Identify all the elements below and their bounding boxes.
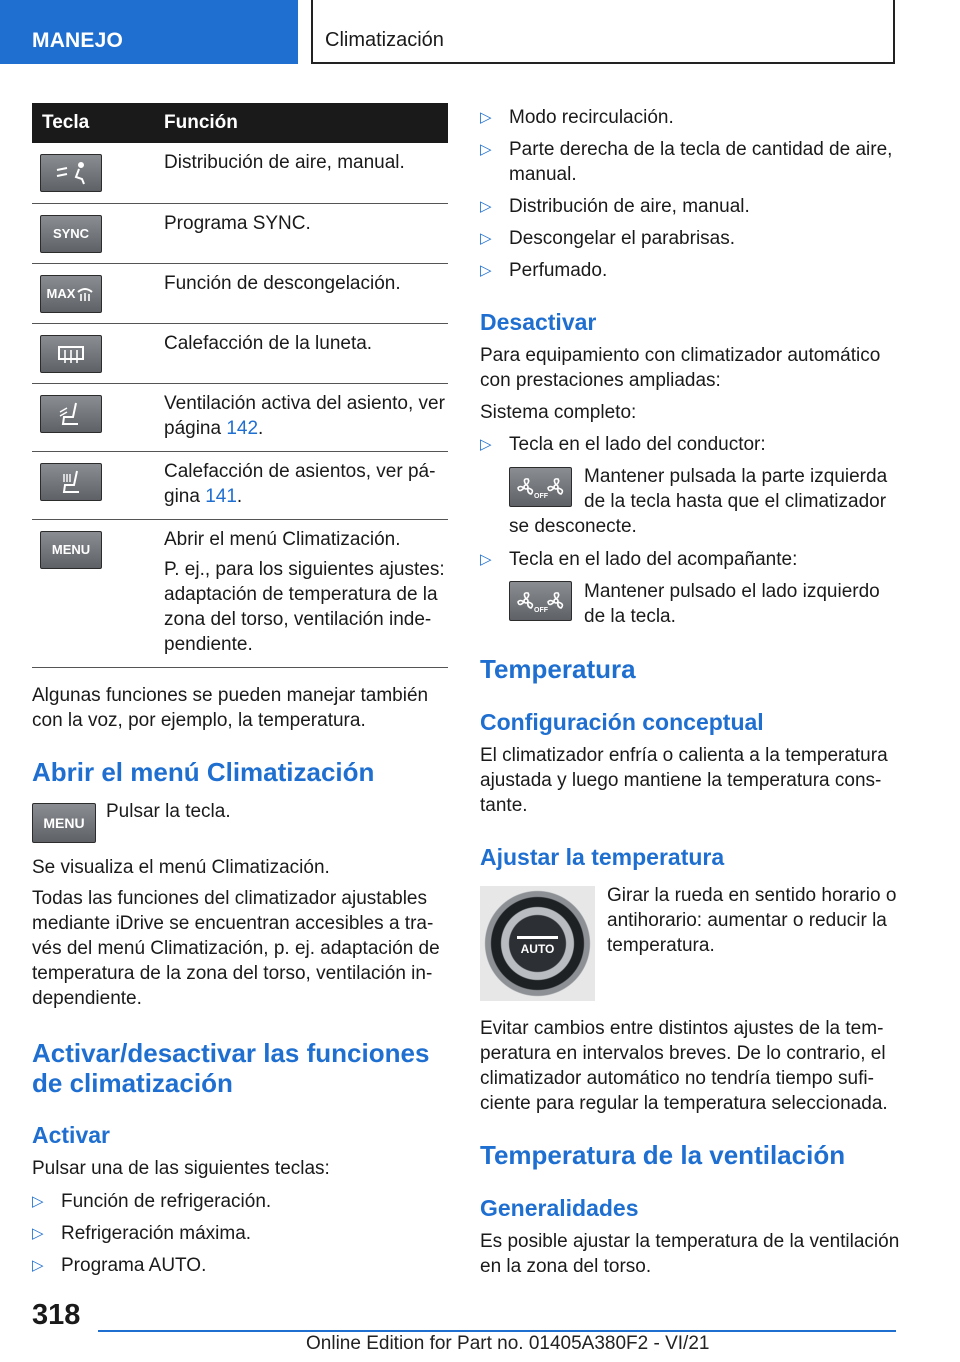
list-item: ▷ Modo recirculación.	[480, 107, 674, 128]
list-item: ▷ Tecla en el lado del conductor:	[480, 434, 766, 455]
heading-temperature: Temperatura	[480, 654, 636, 684]
heading-general: Generalidades	[480, 1195, 639, 1221]
table-row	[32, 203, 448, 263]
heading-deactivate: Desactivar	[480, 309, 597, 335]
max-defrost-icon: MAX	[40, 275, 102, 313]
driver-hold-text: Mantener pulsada la parte izquierda de la tecla hasta que el climatizador	[584, 466, 888, 512]
triangle-bullet-icon: ▷	[480, 109, 492, 126]
list-item: ▷ Función de refrigeración.	[32, 1191, 272, 1212]
menu-shown-text: Se visualiza el menú Climatización.	[32, 857, 330, 878]
table-row	[32, 383, 448, 451]
table-row	[32, 323, 448, 383]
triangle-bullet-icon: ▷	[32, 1257, 44, 1274]
fan-off-icon	[509, 581, 572, 621]
avoid-text: Evitar cambios entre distintos ajustes de la tem-peratura en intervalos breves. De lo contrario, el climatizador automático no tendría tiempo sufi-ciente para regular la temperatura seleccionada.	[480, 1018, 888, 1114]
press-one-text: Pulsar una de las siguientes teclas:	[32, 1158, 330, 1179]
list-item: ▷ Parte derecha de la tecla de cantidad de aire, manual.	[480, 139, 893, 185]
adjust-text: Girar la rueda en sentido horario o antihorario: aumentar o reducir la temperatura.	[607, 885, 897, 956]
general-text: Es posible ajustar la temperatura de la ventilación en la zona del torso.	[480, 1231, 900, 1277]
triangle-bullet-icon: ▷	[480, 198, 492, 215]
temperature-knob-image	[480, 886, 595, 1001]
sync-key-icon: SYNC	[40, 215, 102, 253]
heading-activate: Activar	[32, 1122, 110, 1148]
list-item: ▷ Perfumado.	[480, 260, 608, 281]
triangle-bullet-icon: ▷	[480, 230, 492, 247]
page-link[interactable]: 141	[205, 485, 237, 507]
triangle-bullet-icon: ▷	[480, 436, 492, 453]
table-row	[32, 143, 448, 203]
triangle-bullet-icon: ▷	[32, 1193, 44, 1210]
table-cell-function: Distribución de aire, manual.	[164, 143, 448, 203]
heading-open-menu: Abrir el menú Climatización	[32, 757, 375, 787]
heading-toggle: Activar/desactivar las funciones de climatización	[32, 1038, 430, 1098]
all-functions-text: Todas las funciones del climatizador ajustables mediante iDrive se encuentran accesibles a tra-vés del menú Climatización, p. ej. adaptación de temperatura de la zona del torso, ventilación in-dependiente.	[32, 888, 440, 1009]
triangle-bullet-icon: ▷	[480, 551, 492, 568]
list-item: ▷ Refrigeración máxima.	[32, 1223, 252, 1244]
svg-text:OFF: OFF	[533, 493, 548, 500]
chapter-title: Climatización	[311, 0, 895, 64]
page-number: 318	[32, 1299, 81, 1331]
activate-list-continued	[480, 105, 900, 283]
section-tab: MANEJO	[0, 0, 298, 64]
table-row	[32, 263, 448, 323]
table-cell-function: Calefacción de asientos, ver pá-gina 141.	[164, 451, 448, 519]
heading-concept: Configuración conceptual	[480, 709, 764, 735]
activate-list	[32, 1189, 448, 1278]
table-cell-function: Calefacción de la luneta.	[164, 323, 448, 383]
driver-hold-text-cont: se desconecte.	[509, 516, 637, 537]
heading-vent-temp: Temperatura de la ventilación	[480, 1140, 846, 1170]
press-key-text: Pulsar la tecla.	[106, 801, 231, 822]
table-cell-function: Abrir el menú Climatización. P. ej., para los siguientes ajustes: adaptación de temperatura de la zona del torso, ventilación inde-pendiente.	[164, 519, 448, 667]
fan-off-icon	[509, 467, 572, 507]
column-header-function: Función	[164, 103, 448, 143]
minus-mark	[517, 936, 558, 939]
passenger-hold-text: Mantener pulsado el lado izquierdo de la tecla.	[584, 581, 880, 627]
footer-divider	[98, 1330, 896, 1332]
table-row	[32, 519, 448, 667]
table-header-row	[32, 103, 448, 143]
concept-text: El climatizador enfría o calienta a la temperatura ajustada y luego mantiene la temperatura cons-tante.	[480, 745, 888, 816]
list-item: ▷ Descongelar el parabrisas.	[480, 228, 736, 249]
air-distribution-icon	[40, 154, 102, 192]
menu-key-icon: MENU	[40, 531, 102, 569]
voice-intro: Algunas funciones se pueden manejar también con la voz, por ejemplo, la temperatura.	[32, 685, 429, 731]
equipment-text: Para equipamiento con climatizador automático con prestaciones ampliadas:	[480, 345, 881, 391]
key-function-table	[32, 103, 448, 668]
column-header-key: Tecla	[32, 103, 164, 143]
table-cell-function: Programa SYNC.	[164, 203, 448, 263]
page-link[interactable]: 142	[226, 417, 259, 439]
table-row	[32, 451, 448, 519]
list-item: ▷ Tecla en el lado del acompañante:	[480, 549, 798, 570]
svg-text:OFF: OFF	[533, 607, 548, 614]
menu-key-icon: MENU	[32, 803, 96, 843]
heading-adjust: Ajustar la temperatura	[480, 844, 725, 870]
triangle-bullet-icon: ▷	[480, 262, 492, 279]
table-cell-function: Función de descongelación.	[164, 263, 448, 323]
seat-ventilation-icon	[40, 395, 102, 433]
list-item: ▷ Distribución de aire, manual.	[480, 196, 750, 217]
table-cell-function: Ventilación activa del asiento, ver página 142.	[164, 383, 448, 451]
seat-heating-icon	[40, 463, 102, 501]
full-system-text: Sistema completo:	[480, 402, 637, 423]
auto-label: AUTO	[520, 942, 555, 956]
edition-text: Online Edition for Part no. 01405A380F2 - VI/21	[306, 1333, 710, 1354]
rear-window-heating-icon	[40, 335, 102, 373]
triangle-bullet-icon: ▷	[32, 1225, 44, 1242]
triangle-bullet-icon: ▷	[480, 141, 492, 158]
list-item: ▷ Programa AUTO.	[32, 1255, 207, 1276]
